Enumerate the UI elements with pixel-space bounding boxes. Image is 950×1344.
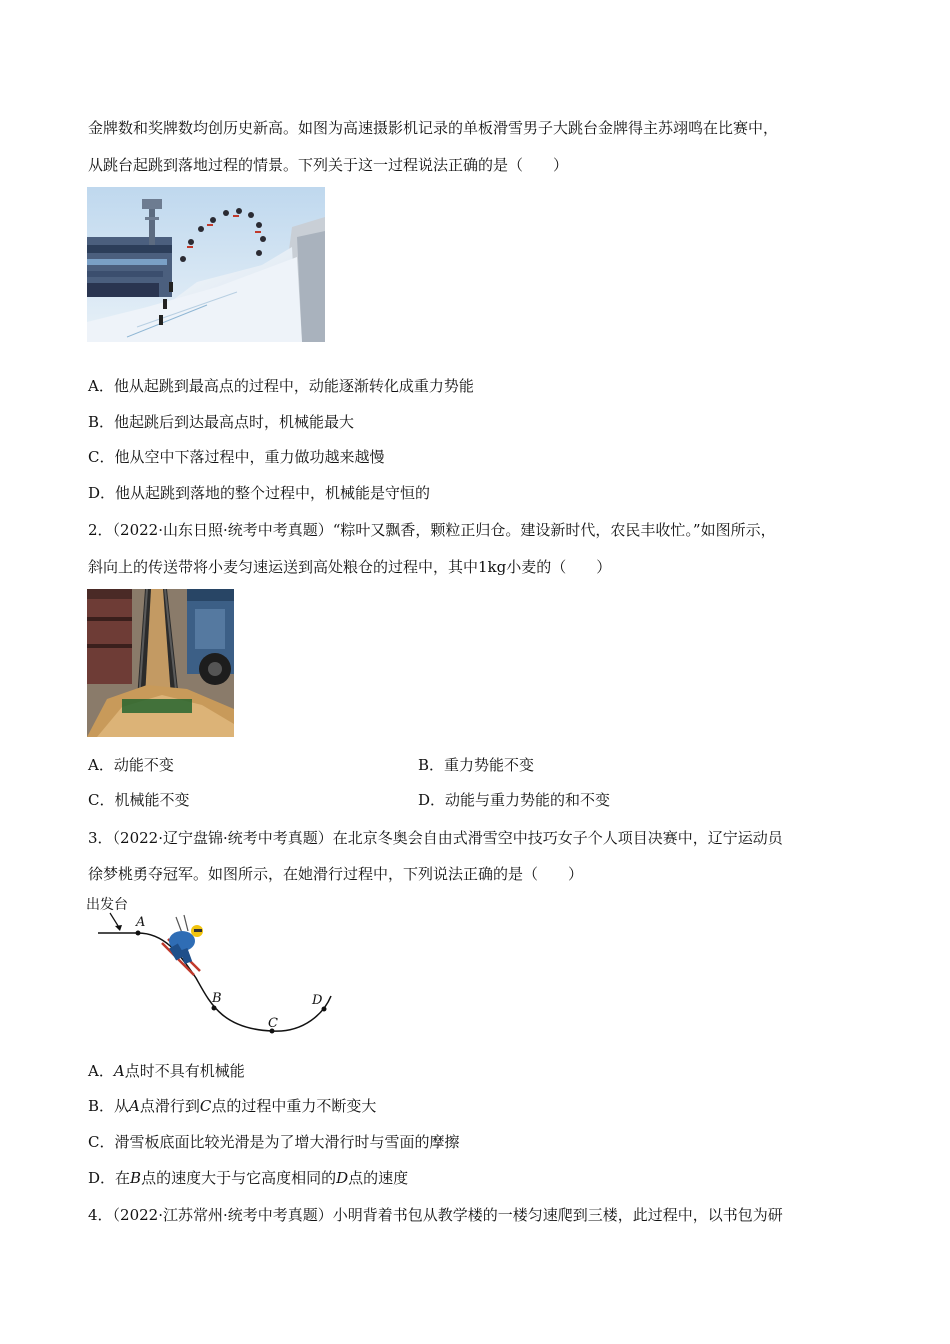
q3-stem-line-2: 徐梦桃勇夺冠军。如图所示，在她滑行过程中，下列说法正确的是（ ） bbox=[88, 865, 584, 883]
q2-option-d: D．动能与重力势能的和不变 bbox=[418, 791, 611, 809]
point-d-label: D bbox=[312, 993, 323, 1008]
q1-stem-line-2: 从跳台起跳到落地过程的情景。下列关于这一过程说法正确的是（ ） bbox=[88, 156, 569, 174]
q3-option-c: C．滑雪板底面比较光滑是为了增大滑行时与雪面的摩擦 bbox=[88, 1133, 460, 1151]
q2-option-b: B．重力势能不变 bbox=[418, 756, 535, 774]
point-a-marker bbox=[136, 931, 141, 936]
q3-slope-diagram bbox=[84, 893, 344, 1043]
q1-option-b: B．他起跳后到达最高点时，机械能最大 bbox=[88, 413, 355, 431]
point-b-marker bbox=[212, 1006, 217, 1011]
q1-snowboard-photo bbox=[87, 187, 325, 342]
start-platform-label: 出发台 bbox=[86, 897, 128, 913]
q4-stem-line-1: 4．（2022·江苏常州·统考中考真题）小明背着书包从教学楼的一楼匀速爬到三楼，此过程中，以书包为研 bbox=[88, 1206, 783, 1224]
q2-stem-line-1: 2．（2022·山东日照·统考中考真题）“粽叶又飘香，颗粒正归仓。建设新时代，农民丰收忙。”如图所示， bbox=[88, 521, 776, 539]
q1-option-a: A．他从起跳到最高点的过程中，动能逐渐转化成重力势能 bbox=[88, 377, 474, 395]
q2-option-a: A．动能不变 bbox=[88, 756, 174, 774]
q3-stem-line-1: 3．（2022·辽宁盘锦·统考中考真题）在北京冬奥会自由式滑雪空中技巧女子个人项目决赛中，辽宁运动员 bbox=[88, 829, 783, 847]
point-a-label: A bbox=[136, 915, 146, 930]
q1-stem-line-1: 金牌数和奖牌数均创历史新高。如图为高速摄影机记录的单板滑雪男子大跳台金牌得主苏翊鸣在比赛中， bbox=[88, 119, 779, 137]
q2-stem-line-2: 斜向上的传送带将小麦匀速运送到高处粮仓的过程中，其中1kg小麦的（ ） bbox=[88, 558, 612, 576]
point-c-label: C bbox=[268, 1016, 278, 1031]
q2-option-c: C．机械能不变 bbox=[88, 791, 190, 809]
q1-option-c: C．他从空中下落过程中，重力做功越来越慢 bbox=[88, 448, 385, 466]
point-b-label: B bbox=[212, 991, 222, 1006]
q3-option-a: A．A点时不具有机械能 bbox=[88, 1062, 245, 1080]
q1-option-d: D．他从起跳到落地的整个过程中，机械能是守恒的 bbox=[88, 484, 431, 502]
q3-option-d: D．在B点的速度大于与它高度相同的D点的速度 bbox=[88, 1169, 409, 1187]
q2-conveyor-photo bbox=[87, 589, 234, 737]
q3-option-b: B．从A点滑行到C点的过程中重力不断变大 bbox=[88, 1097, 377, 1115]
